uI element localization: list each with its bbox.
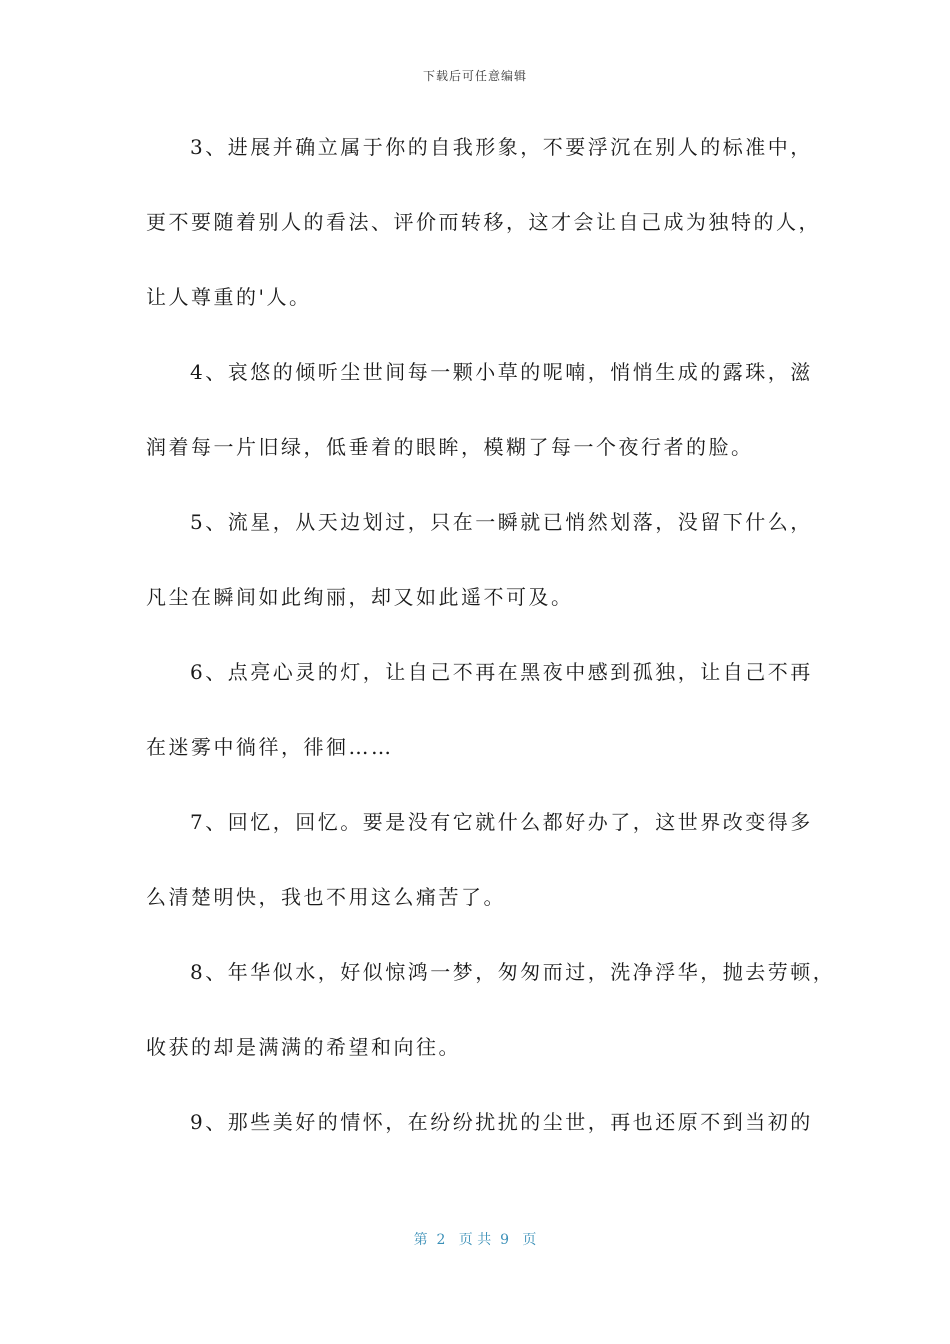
paragraph-5-line-1: 5、流星，从天边划过，只在一瞬就已悄然划落，没留下什么， — [190, 510, 813, 534]
page-header: 下载后可任意编辑 — [422, 69, 527, 83]
paragraph-4-line-1: 4、哀悠的倾听尘世间每一颗小草的呢喃，悄悄生成的露珠，滋 — [190, 360, 813, 384]
paragraph-8-line-2: 收获的却是满满的希望和向往。 — [146, 1035, 461, 1059]
paragraph-7-line-1: 7、回忆，回忆。要是没有它就什么都好办了，这世界改变得多 — [190, 810, 813, 834]
document-body — [146, 124, 836, 1174]
paragraph-8-line-1: 8、年华似水，好似惊鸿一梦，匆匆而过，洗净浮华，抛去劳顿， — [190, 960, 836, 984]
paragraph-6-line-2: 在迷雾中徜徉，徘徊…… — [146, 735, 394, 759]
paragraph-4-line-2: 润着每一片旧绿，低垂着的眼眸，模糊了每一个夜行者的脸。 — [146, 435, 754, 459]
paragraph-9-line-1: 9、那些美好的情怀，在纷纷扰扰的尘世，再也还原不到当初的 — [190, 1110, 813, 1134]
page-footer: 第 2 页 共 9 页 — [413, 1232, 537, 1248]
paragraph-3-line-1: 3、进展并确立属于你的自我形象，不要浮沉在别人的标准中， — [190, 135, 813, 159]
paragraph-5-line-2: 凡尘在瞬间如此绚丽，却又如此遥不可及。 — [146, 585, 574, 609]
paragraph-7-line-2: 么清楚明快，我也不用这么痛苦了。 — [146, 885, 506, 909]
paragraph-6-line-1: 6、点亮心灵的灯，让自己不再在黑夜中感到孤独，让自己不再 — [190, 660, 813, 684]
paragraph-3-line-3: 让人尊重的'人。 — [146, 285, 312, 309]
paragraph-3-line-2: 更不要随着别人的看法、评价而转移，这才会让自己成为独特的人， — [146, 210, 821, 234]
